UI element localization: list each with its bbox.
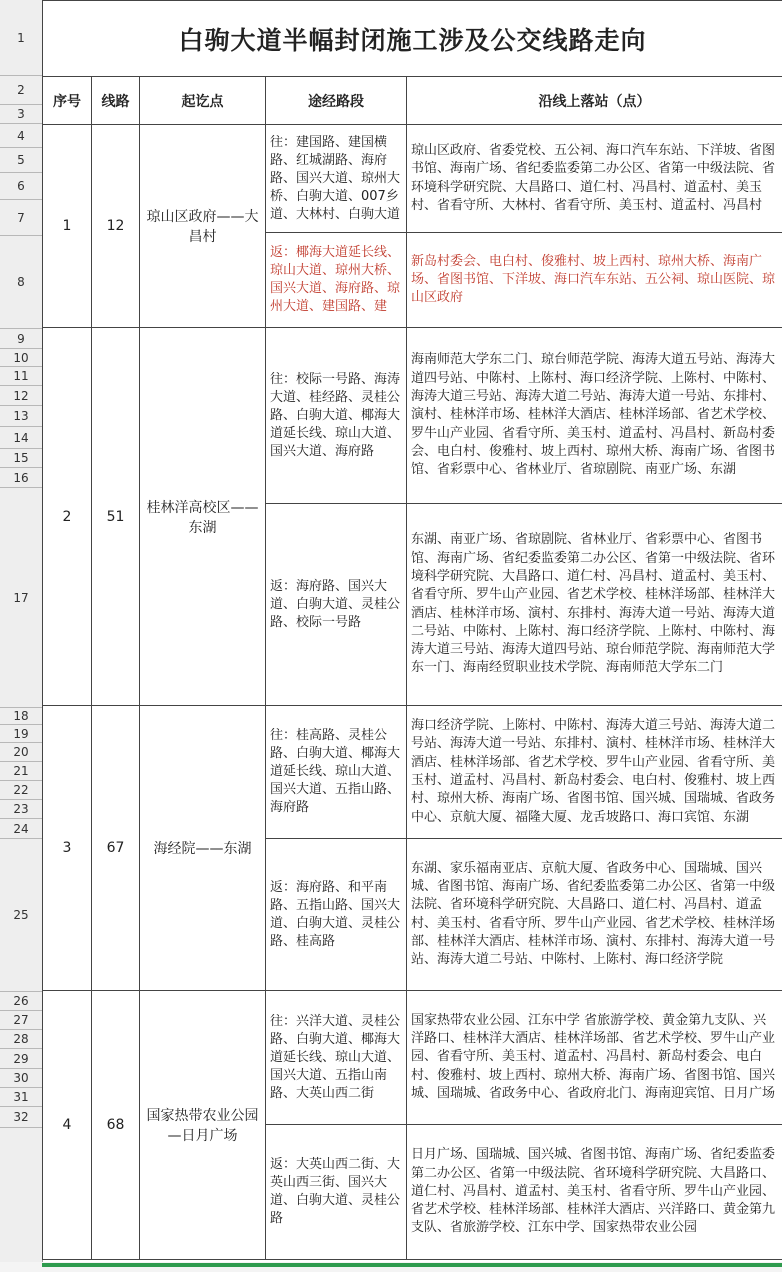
header-stops: 沿线上落站（点） [407,77,782,125]
row-number[interactable]: 32 [0,1107,42,1128]
return-stops-cell: 东湖、南亚广场、省琼剧院、省林业厅、省彩票中心、省图书馆、海南广场、省纪委监委第二办公区、省第一中级法院、省环境科学研究院、大昌路口、道仁村、冯昌村、道孟村、美玉村、省看守所、罗牛山产业园、省艺术学校、桂林洋场部、桂林洋大酒店、桂林洋市场、演村、东排村、海涛大道一号站、海涛大道二号站、中陈村、上陈村、海口经济学院、上陈村、中陈村、海涛大道三号站、海涛大道四号站、琼台师范学院、海南师范大学东一门、海南经贸职业技术学院、海南师范大学东二门 [407,504,782,706]
outbound-stops-cell: 国家热带农业公园、江东中学 省旅游学校、黄金第九支队、兴洋路口、桂林洋大酒店、桂林洋场部、省艺术学校、罗牛山产业园、省看守所、美玉村、道孟村、冯昌村、新岛村委会、电白村、俊雅村、坡上西村、琼州大桥、海南广场、省图书馆、国兴城、国瑞城、省政务中心、省政府北门、海南迎宾馆、日月广场 [407,991,782,1125]
seq-cell: 1 [43,125,92,328]
row-number[interactable]: 11 [0,367,42,386]
outbound-route-cell: 往：兴洋大道、灵桂公路、白驹大道、椰海大道延长线、琼山大道、国兴大道、五指山南路、大英山西二街 [266,991,407,1125]
bus-route-table [42,0,782,1260]
line-cell: 68 [92,991,140,1260]
row-number[interactable]: 5 [0,148,42,173]
row-number[interactable]: 27 [0,1011,42,1030]
row-number[interactable]: 21 [0,762,42,781]
row-number[interactable]: 20 [0,743,42,762]
row-number[interactable]: 19 [0,725,42,743]
return-route-cell: 返：大英山西二街、大英山西三街、国兴大道、白驹大道、灵桂公路 [266,1125,407,1260]
row-number[interactable]: 6 [0,173,42,200]
return-route-cell: 返：椰海大道延长线、琼山大道、琼州大桥、国兴大道、海府路、琼州大道、建国路、建 [266,233,407,328]
row-number[interactable]: 16 [0,468,42,488]
row-number[interactable]: 29 [0,1049,42,1069]
row-number[interactable]: 2 [0,76,42,105]
return-route-cell: 返：海府路、和平南路、五指山路、国兴大道、白驹大道、灵桂公路、桂高路 [266,839,407,991]
page-title: 白驹大道半幅封闭施工涉及公交线路走向 [43,1,782,77]
row-number[interactable]: 9 [0,329,42,349]
header-row [43,77,782,125]
row-number[interactable]: 28 [0,1030,42,1049]
row-number[interactable]: 14 [0,427,42,449]
return-stops-cell: 日月广场、国瑞城、国兴城、省图书馆、海南广场、省纪委监委第二办公区、省第一中级法院、省环境科学研究院、大昌路口、道仁村、冯昌村、道孟村、美玉村、省看守所、罗牛山产业园、省艺术学校、桂林洋场部、桂林洋大酒店、兴洋路口、黄金第九支队、省旅游学校、江东中学、国家热带农业公园 [407,1125,782,1260]
row-number[interactable]: 15 [0,449,42,468]
row-number[interactable]: 23 [0,800,42,819]
row-number[interactable]: 4 [0,124,42,148]
row-number[interactable]: 22 [0,781,42,800]
outbound-route-cell: 往：桂高路、灵桂公路、白驹大道、椰海大道延长线、琼山大道、国兴大道、五指山路、海府路 [266,706,407,839]
selection-bar [42,1263,782,1267]
endpoints-cell: 海经院——东湖 [140,706,266,991]
table-row [43,125,782,233]
header-line: 线路 [92,77,140,125]
row-number[interactable]: 13 [0,406,42,427]
line-cell: 67 [92,706,140,991]
row-number[interactable]: 10 [0,349,42,367]
line-cell: 51 [92,328,140,706]
endpoints-cell: 国家热带农业公园—日月广场 [140,991,266,1260]
header-route: 途经路段 [266,77,407,125]
header-seq: 序号 [43,77,92,125]
outbound-stops-cell: 海口经济学院、上陈村、中陈村、海涛大道三号站、海涛大道二号站、海涛大道一号站、东排村、演村、桂林洋市场、桂林洋大酒店、桂林洋场部、省艺术学校、罗牛山产业园、省看守所、美玉村、道孟村、冯昌村、新岛村委会、电白村、俊雅村、坡上西村、琼州大桥、海南广场、省图书馆、国兴城、国瑞城、省政务中心、京航大厦、福隆大厦、龙舌坡路口、海口宾馆、东湖 [407,706,782,839]
row-number[interactable]: 30 [0,1069,42,1088]
outbound-route-cell: 往：校际一号路、海涛大道、桂经路、灵桂公路、白驹大道、椰海大道延长线、琼山大道、国兴大道、海府路 [266,328,407,504]
row-number[interactable]: 7 [0,200,42,236]
row-number[interactable]: 3 [0,105,42,124]
seq-cell: 3 [43,706,92,991]
return-stops-cell: 东湖、家乐福南亚店、京航大厦、省政务中心、国瑞城、国兴城、省图书馆、海南广场、省纪委监委第二办公区、省第一中级法院、省环境科学研究院、大昌路口、道仁村、冯昌村、道孟村、美玉村、省看守所、罗牛山产业园、省艺术学校、桂林洋场部、桂林洋大酒店、桂林洋市场、演村、东排村、海涛大道一号站、海涛大道二号站、中陈村、上陈村、海口经济学院 [407,839,782,991]
return-stops-cell: 新岛村委会、电白村、俊雅村、坡上西村、琼州大桥、海南广场、省图书馆、下洋坡、海口汽车东站、五公祠、琼山医院、琼山区政府 [407,233,782,328]
row-number[interactable]: 31 [0,1088,42,1107]
header-endpoints: 起讫点 [140,77,266,125]
table-row [43,328,782,504]
row-number[interactable]: 1 [0,0,42,76]
seq-cell: 2 [43,328,92,706]
table-row [43,991,782,1125]
line-cell: 12 [92,125,140,328]
seq-cell: 4 [43,991,92,1260]
row-number[interactable]: 26 [0,992,42,1011]
outbound-stops-cell: 琼山区政府、省委党校、五公祠、海口汽车东站、下洋坡、省图书馆、海南广场、省纪委监委第二办公区、省第一中级法院、省环境科学研究院、大昌路口、道仁村、冯昌村、道孟村、美玉村、省看守所、大林村、省看守所、美玉村、道孟村、冯昌村 [407,125,782,233]
row-number[interactable]: 17 [0,488,42,708]
return-route-cell: 返：海府路、国兴大道、白驹大道、灵桂公路、校际一号路 [266,504,407,706]
endpoints-cell: 琼山区政府——大昌村 [140,125,266,328]
outbound-route-cell: 往：建国路、建国横路、红城湖路、海府路、国兴大道、琼州大桥、白驹大道、007乡道、大林村、白驹大道 [266,125,407,233]
row-number[interactable]: 8 [0,236,42,329]
row-number[interactable]: 18 [0,708,42,725]
row-number[interactable]: 24 [0,819,42,839]
row-number[interactable]: 25 [0,839,42,992]
endpoints-cell: 桂林洋高校区——东湖 [140,328,266,706]
row-number[interactable]: 12 [0,386,42,406]
outbound-stops-cell: 海南师范大学东二门、琼台师范学院、海涛大道五号站、海涛大道四号站、中陈村、上陈村、海口经济学院、上陈村、中陈村、海涛大道三号站、海涛大道二号站、海涛大道一号站、东排村、演村、桂林洋市场、桂林洋大酒店、桂林洋场部、省艺术学校、罗牛山产业园、省看守所、美玉村、道孟村、冯昌村、新岛村委会、电白村、俊雅村、坡上西村、琼州大桥、海南广场、省图书馆、省彩票中心、省林业厅、省琼剧院、南亚广场、东湖 [407,328,782,504]
table-row [43,706,782,839]
